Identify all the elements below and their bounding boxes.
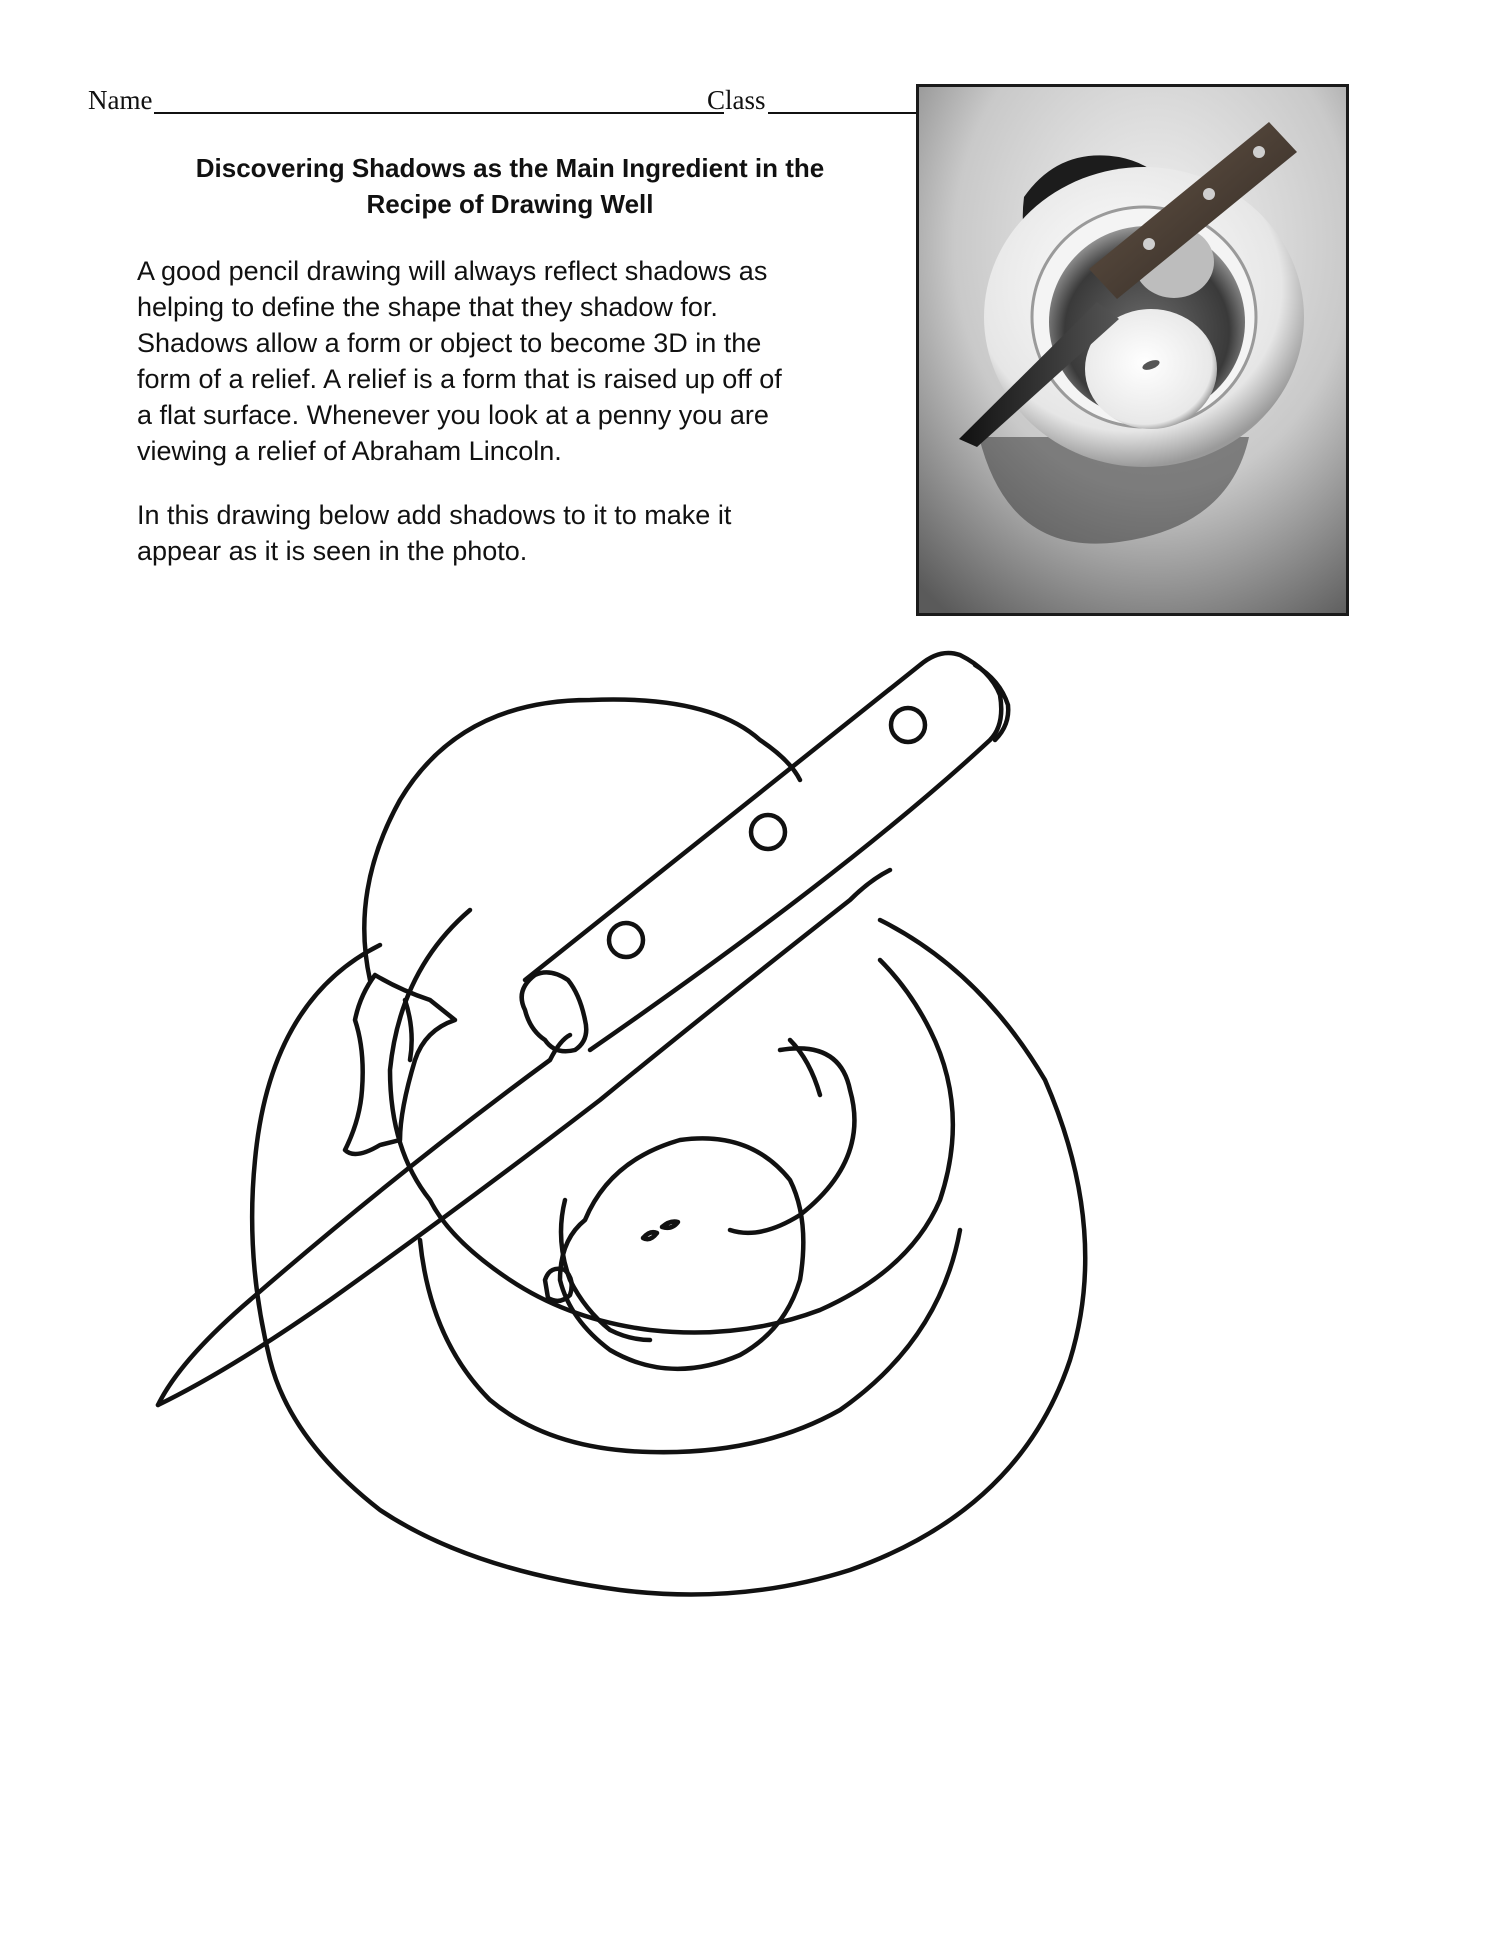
knife-handle-side-outline (975, 665, 1008, 740)
paragraph-line: In this drawing below add shadows to it to make it (137, 500, 732, 530)
name-field[interactable] (88, 86, 724, 114)
intro-paragraph (137, 253, 877, 469)
rivet-icon (1203, 188, 1215, 200)
plate-bottom-outline (420, 1230, 960, 1452)
outline-drawing (150, 640, 1280, 1840)
rivet-icon (1253, 146, 1265, 158)
rivet-icon (609, 923, 643, 957)
banana-stem-outline (405, 1000, 412, 1060)
paragraph-line: a flat surface. Whenever you look at a penny you are (137, 400, 769, 430)
rivet-icon (751, 815, 785, 849)
rivet-icon (891, 708, 925, 742)
rivet-icon (1143, 238, 1155, 250)
apple-seed-outline (643, 1232, 657, 1239)
banana-tip-outline (345, 975, 455, 1154)
paragraph-line: A good pencil drawing will always reflect shadows as (137, 256, 768, 286)
worksheet-title (140, 150, 880, 222)
title-line-2: Recipe of Drawing Well (366, 189, 654, 219)
paragraph-line: helping to define the shape that they shadow for. (137, 292, 718, 322)
apple-back-outline (730, 1048, 854, 1233)
paragraph-line: form of a relief. A relief is a form that is raised up off of (137, 364, 782, 394)
apple-seed-outline (662, 1222, 678, 1228)
class-blank-line[interactable] (768, 90, 917, 114)
paragraph-line: viewing a relief of Abraham Lincoln. (137, 436, 562, 466)
class-field[interactable] (707, 86, 917, 114)
banana-outline (364, 700, 800, 981)
paragraph-line: Shadows allow a form or object to become 3D in the (137, 328, 762, 358)
paragraph-line: appear as it is seen in the photo. (137, 536, 528, 566)
class-label: Class (707, 85, 766, 115)
name-label: Name (88, 85, 153, 115)
plate-outer-outline (252, 920, 1085, 1595)
reference-photo (916, 84, 1349, 616)
reference-photo-image (919, 87, 1346, 613)
apple-half-rim-outline (561, 1200, 650, 1340)
name-blank-line[interactable] (154, 90, 724, 114)
knife-blade-edge-outline (158, 870, 890, 1405)
instruction-paragraph (137, 497, 877, 569)
title-line-1: Discovering Shadows as the Main Ingredient in the (195, 153, 825, 183)
plate-inner-outline (390, 910, 953, 1333)
knife-bolster-outline (522, 972, 587, 1051)
outline-drawing-canvas (150, 640, 1280, 1840)
knife-handle-outline (525, 653, 1001, 1050)
